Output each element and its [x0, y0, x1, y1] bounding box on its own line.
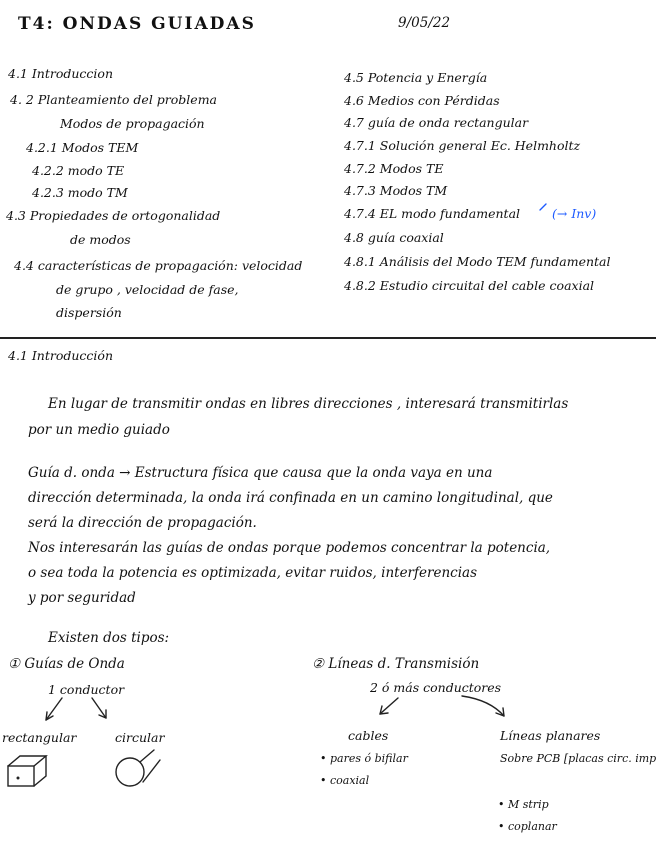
page-title: T4: ONDAS GUIADAS — [18, 14, 256, 34]
index-item: 4. 2 Planteamiento del problema — [10, 92, 218, 107]
index-item: 4.8 guía coaxial — [344, 230, 444, 245]
index-item: 4.2.2 modo TE — [32, 163, 125, 178]
type2-label: ② Líneas d. Transmisión — [312, 656, 480, 672]
page-date: 9/05/22 — [398, 15, 451, 31]
index-item: 4.4 características de propagación: velocidad — [14, 258, 303, 273]
planar-label: Líneas planares — [500, 728, 601, 743]
index-item: de modos — [70, 232, 131, 247]
index-item: de grupo , velocidad de fase, — [56, 282, 239, 297]
paragraph-line: y por seguridad — [28, 590, 136, 606]
paragraph-line: Guía d. onda → Estructura física que causa que la onda vaya en una — [28, 465, 493, 481]
type1-label: ① Guías de Onda — [8, 656, 125, 672]
index-item: 4.2.1 Modos TEM — [26, 140, 139, 155]
planar-item: • coplanar — [498, 820, 557, 833]
index-item: 4.5 Potencia y Energía — [344, 70, 488, 85]
type2-sub: 2 ó más conductores — [370, 680, 502, 695]
index-item: 4.7.4 EL modo fundamental — [344, 206, 521, 221]
paragraph-line: por un medio guiado — [28, 422, 170, 438]
index-item: 4.1 Introduccion — [8, 66, 113, 81]
paragraph-line: En lugar de transmitir ondas en libres direcciones , interesará transmitirlas — [48, 396, 569, 412]
index-item: 4.2.3 modo TM — [32, 185, 128, 200]
index-item: 4.3 Propiedades de ortogonalidad — [6, 208, 221, 223]
paragraph-line: o sea toda la potencia es optimizada, evitar ruidos, interferencias — [28, 565, 477, 581]
index-item: 4.7 guía de onda rectangular — [344, 115, 529, 130]
arrow-left — [46, 698, 62, 720]
circular-guide-sketch — [116, 750, 160, 786]
index-item: 4.6 Medios con Pérdidas — [344, 93, 500, 108]
paragraph-line: Nos interesarán las guías de ondas porque podemos concentrar la potencia, — [28, 540, 551, 556]
arrow-mark — [540, 204, 546, 210]
paragraph-line: será la dirección de propagación. — [28, 515, 257, 531]
index-item: 4.7.3 Modos TM — [344, 183, 448, 198]
paragraph-line: dirección determinada, la onda irá confinada en un camino longitudinal, que — [28, 490, 553, 506]
section-heading: 4.1 Introducción — [8, 348, 113, 363]
index-item: 4.8.2 Estudio circuital del cable coaxial — [344, 278, 595, 293]
planar-item: • M strip — [498, 798, 549, 811]
rectangular-guide-sketch — [8, 756, 46, 786]
index-item: dispersión — [56, 305, 122, 320]
planar-note: Sobre PCB [placas circ. imp — [500, 752, 656, 765]
cable-item: • coaxial — [320, 774, 370, 787]
cables-label: cables — [348, 728, 389, 743]
types-intro: Existen dos tipos: — [48, 630, 170, 646]
type1-circ-label: circular — [115, 730, 165, 745]
index-item: 4.7.1 Solución general Ec. Helmholtz — [344, 138, 581, 153]
index-item: 4.8.1 Análisis del Modo TEM fundamental — [344, 254, 611, 269]
index-item: 4.7.2 Modos TE — [344, 161, 444, 176]
cable-item: • pares ó bifilar — [320, 752, 408, 765]
index-item: Modos de propagación — [60, 116, 205, 131]
index-note: (→ Inv) — [552, 206, 597, 221]
type1-rect-label: rectangular — [2, 730, 77, 745]
type1-sub: 1 conductor — [48, 682, 125, 697]
